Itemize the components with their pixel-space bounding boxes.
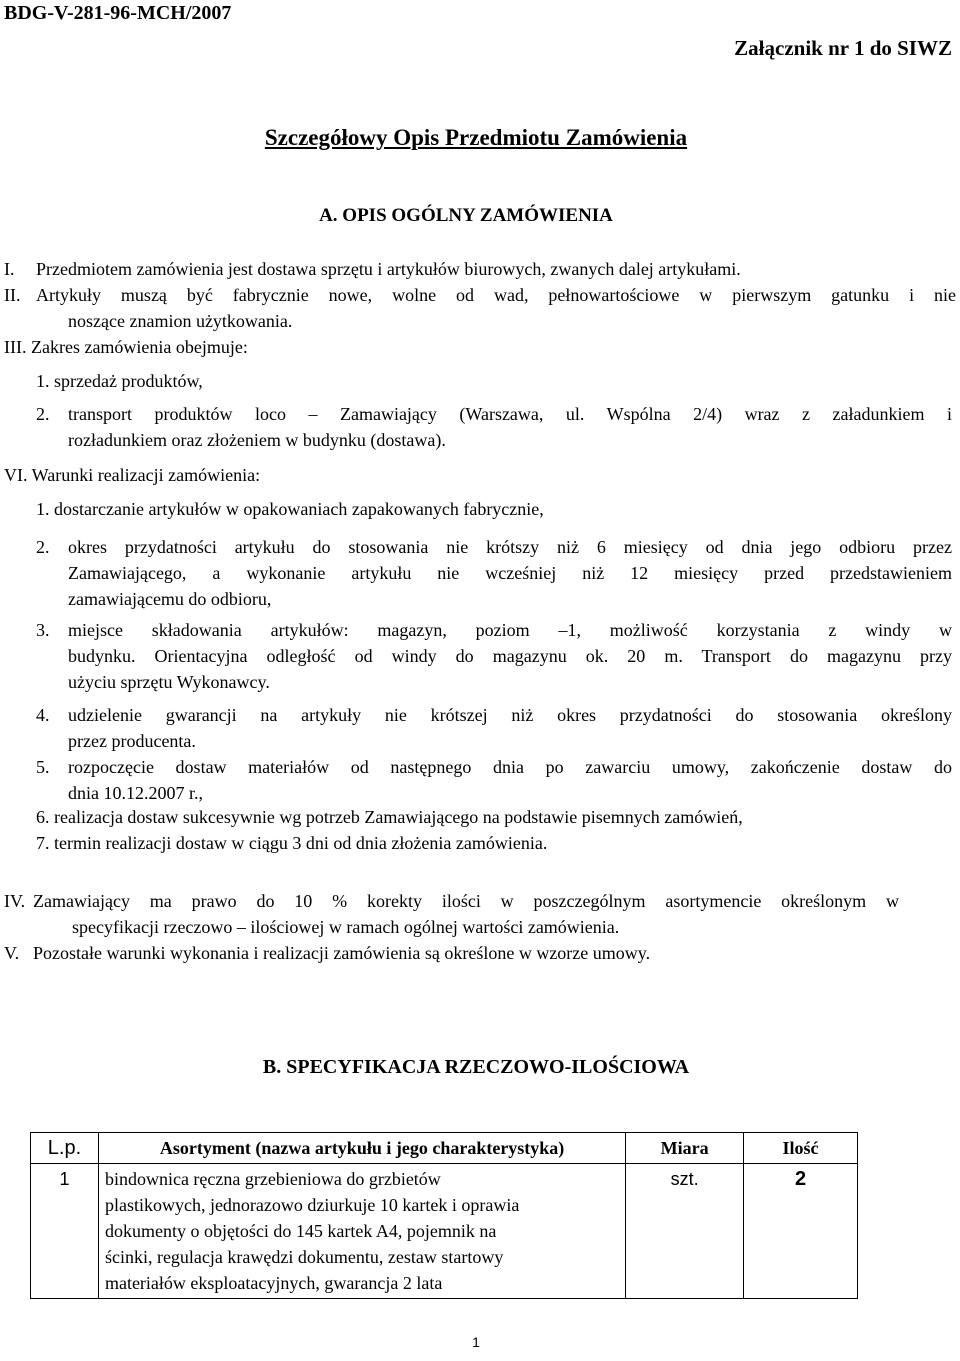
item-i-number: I. [4, 259, 15, 279]
header-quantity: Ilość [744, 1133, 858, 1164]
item-ii-number: II. [4, 285, 21, 305]
item-vi-4-line1: udzielenie gwarancji na artykuły nie krótszej niż okres przydatności do stosowania określony [68, 705, 952, 725]
item-vi-1: 1. dostarczanie artykułów w opakowaniach zapakowanych fabrycznie, [36, 499, 544, 519]
item-vi-3-number: 3. [36, 620, 50, 640]
section-b-heading: B. SPECYFIKACJA RZECZOWO-ILOŚCIOWA [262, 1056, 690, 1078]
item-vi-3-line2: budynku. Orientacyjna odległość od windy do magazynu ok. 20 m. Transport do magazynu przy [68, 646, 952, 666]
item-ii-line2: noszące znamion użytkowania. [68, 311, 293, 331]
item-vi-2-line3: zamawiającemu do odbioru, [68, 589, 272, 609]
item-vi-5-line1: rozpoczęcie dostaw materiałów od następnego dnia po zawarciu umowy, zakończenie dostaw do [68, 757, 952, 777]
item-vi-heading: VI. Warunki realizacji zamówienia: [4, 465, 261, 485]
cell-description [98, 1164, 625, 1299]
item-vi-2-number: 2. [36, 537, 50, 557]
item-vi-7: 7. termin realizacji dostaw w ciągu 3 dni od dnia złożenia zamówienia. [36, 833, 548, 853]
description-line: dokumenty o objętości do 145 kartek A4, pojemnik na [104, 1221, 497, 1241]
specification-table [30, 1132, 858, 1299]
item-vi-2-line2: Zamawiającego, a wykonanie artykułu nie wcześniej niż 12 miesięcy przed przedstawieniem [68, 563, 952, 583]
item-v-number: V. [4, 943, 20, 963]
description-line: plastikowych, jednorazowo dziurkuje 10 kartek i oprawia [104, 1195, 520, 1215]
description-line: materiałów eksploatacyjnych, gwarancja 2 lata [104, 1273, 443, 1293]
cell-unit: szt. [626, 1164, 744, 1299]
item-vi-5-line2: dnia 10.12.2007 r., [68, 783, 203, 803]
item-iii-heading: III. Zakres zamówienia obejmuje: [4, 337, 248, 357]
document-id: BDG-V-281-96-MCH/2007 [4, 2, 232, 24]
item-vi-2-line1: okres przydatności artykułu do stosowania nie krótszy niż 6 miesięcy od dnia jego odbioru przez [68, 537, 952, 557]
item-ii-line1: Artykuły muszą być fabrycznie nowe, wolne od wad, pełnowartościowe w pierwszym gatunku i nie [36, 285, 956, 305]
table-header-row [31, 1133, 858, 1164]
header-assortment: Asortyment (nazwa artykułu i jego charakterystyka) [98, 1133, 625, 1164]
section-a-heading: A. OPIS OGÓLNY ZAMÓWIENIA [319, 205, 613, 226]
description-line: bindownica ręczna grzebieniowa do grzbietów [104, 1169, 441, 1189]
item-v-text: Pozostałe warunki wykonania i realizacji zamówienia są określone w wzorze umowy. [33, 943, 651, 963]
item-vi-3-line3: użyciu sprzętu Wykonawcy. [68, 672, 270, 692]
item-vi-3-line1: miejsce składowania artykułów: magazyn, poziom –1, możliwość korzystania z windy w [68, 620, 952, 640]
page-number: 1 [472, 1334, 480, 1350]
item-iii-2-line1: transport produktów loco – Zamawiający (Warszawa, ul. Wspólna 2/4) wraz z załadunkiem i [68, 404, 952, 424]
item-iii-2-line2: rozładunkiem oraz złożeniem w budynku (dostawa). [68, 430, 446, 450]
item-iv-line1: Zamawiający ma prawo do 10 % korekty ilości w poszczególnym asortymencie określonym w [33, 891, 899, 911]
cell-lp: 1 [31, 1164, 99, 1299]
item-iii-2-number: 2. [36, 404, 50, 424]
attachment-label: Załącznik nr 1 do SIWZ [734, 36, 952, 60]
header-lp: L.p. [31, 1133, 99, 1164]
item-iv-number: IV. [4, 891, 26, 911]
header-unit: Miara [626, 1133, 744, 1164]
document-title: Szczegółowy Opis Przedmiotu Zamówienia [264, 125, 688, 150]
item-iii-1: 1. sprzedaż produktów, [36, 371, 203, 391]
description-line: ścinki, regulacja krawędzi dokumentu, zestaw startowy [104, 1247, 504, 1267]
item-vi-4-number: 4. [36, 705, 50, 725]
item-vi-4-line2: przez producenta. [68, 731, 196, 751]
cell-quantity: 2 [744, 1164, 858, 1299]
item-iv-line2: specyfikacji rzeczowo – ilościowej w ramach ogólnej wartości zamówienia. [72, 917, 620, 937]
item-vi-6: 6. realizacja dostaw sukcesywnie wg potrzeb Zamawiającego na podstawie pisemnych zamówień, [36, 807, 743, 827]
table-row [31, 1164, 858, 1299]
item-i-text: Przedmiotem zamówienia jest dostawa sprzętu i artykułów biurowych, zwanych dalej artykułami. [36, 259, 741, 279]
item-vi-5-number: 5. [36, 757, 50, 777]
